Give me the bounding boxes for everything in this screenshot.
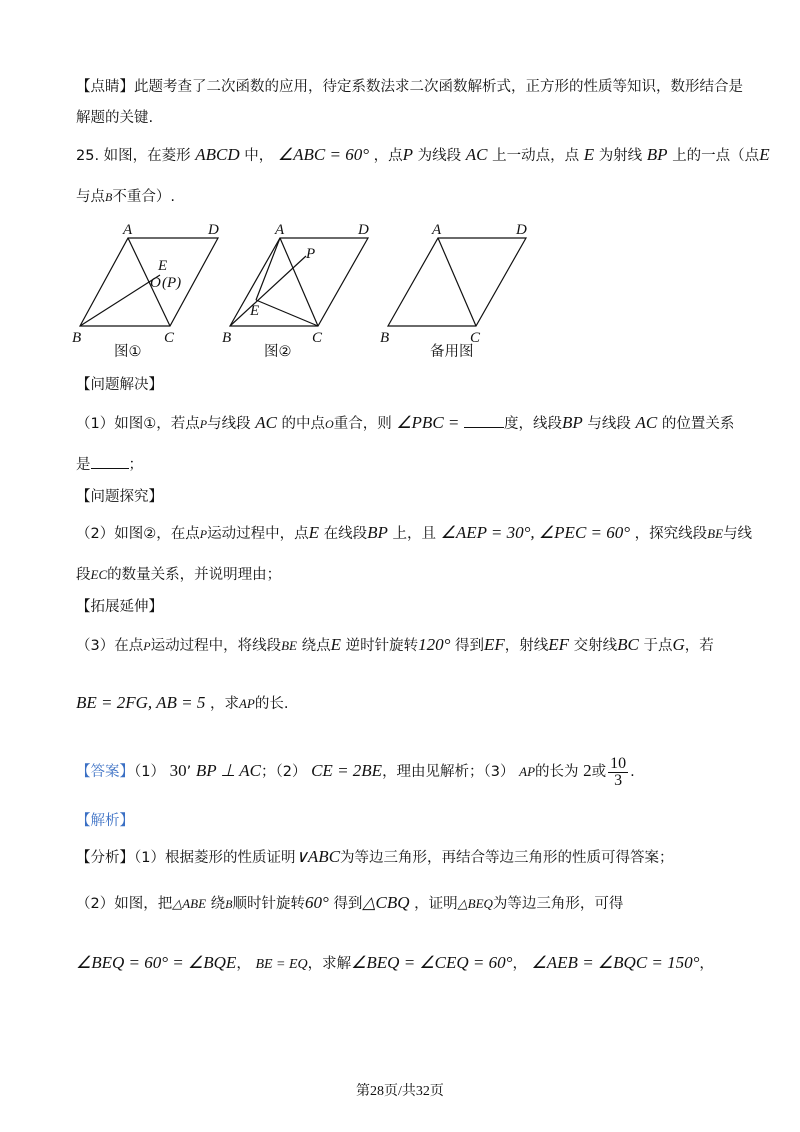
text: 的长为 [535,764,579,780]
text: ， [699,956,714,972]
text: 为线段 [417,148,462,164]
part2-line-2 [76,562,740,588]
label-D: D [208,222,219,238]
text: ，证明 [414,896,458,912]
answer-value-2: BP ⊥ AC [195,761,261,780]
answer-line [76,754,740,789]
label-E: E [158,258,168,274]
part2-line-1 [76,520,753,547]
fraction-denominator: 3 [614,771,623,789]
text: 的位置关系 [661,416,735,432]
text: 中， [244,148,274,164]
fraction-10-3 [608,756,628,789]
question-line-2 [76,184,740,210]
math-P: P [199,417,208,431]
figure-1 [72,222,219,346]
text: 逆时针旋转 [345,638,419,654]
part1-heading: 【问题解决】 [76,377,163,393]
part3-heading: 【拓展延伸】 [76,599,163,615]
text: 绕点 [301,638,331,654]
text: （2） [275,764,307,780]
text: 得到 [333,896,363,912]
analysis-line-3 [76,950,740,978]
label-D: D [358,222,369,238]
label-C: C [312,330,323,346]
math-AP: AP [238,696,255,711]
math-condition: BE = 2FG, AB = 5 [76,693,206,712]
text: 重合，则 [333,416,392,432]
text: 为射线 [598,148,643,164]
text: 与线 [723,526,753,542]
math-triangle-ABE: △ABE [172,896,207,911]
math-E: E [583,145,595,164]
label-A: A [275,222,285,238]
text: 交射线 [573,638,618,654]
text: 与点 [76,189,105,205]
label-B: B [380,330,390,346]
text: ，若 [684,638,714,654]
text: 运动过程中，将线段 [150,638,282,654]
caption-figure-backup: 备用图 [430,344,474,360]
answer-blank-2[interactable] [91,468,129,469]
text: （1）根据菱形的性质证明 [134,850,296,866]
label-E: E [250,303,260,319]
math-BP: BP [646,145,668,164]
math-degree: 60° [305,893,329,912]
math-AC: AC [635,413,658,432]
text: ，探究线段 [634,526,708,542]
math-AC: AC [465,145,488,164]
part1-line-2 [76,452,740,478]
text: 的长. [254,696,289,712]
math-rhombus: ABCD [195,145,240,164]
label-D: D [516,222,527,238]
part2-heading: 【问题探究】 [76,489,163,505]
math-BE: BE [707,526,724,541]
math-EF: EF [484,635,505,654]
label-C: C [164,330,175,346]
math-angle-PBC: ∠PBC = [396,413,460,432]
jiexi-tag: 【解析】 [76,813,134,829]
text: ， [236,956,251,972]
part3-line-1 [76,632,740,659]
math-triangle-ABC: ∨ABC [295,847,341,866]
question-line-1 [76,142,770,169]
text: ，求 [209,696,239,712]
text: . [630,764,635,780]
label-B: B [222,330,232,346]
analysis-tag: 【分析】 [76,850,134,866]
text: 是 [76,457,91,473]
diagonal-AC-3 [438,238,476,326]
page-footer: 第28页/共32页 [356,1084,444,1099]
math-equation: ∠AEB = ∠BQC = 150° [531,953,700,972]
figure-backup [380,222,527,346]
text: （1） [134,764,165,780]
math-B: B [105,190,113,204]
text: 的数量关系，并说明理由； [107,567,282,583]
math-G: G [672,635,685,654]
text: 为等边三角形，再结合等边三角形的性质可得答案； [340,850,674,866]
math-EC: EC [90,567,108,582]
analysis-line-1 [76,844,740,871]
text: （2）如图②，在点 [76,526,200,542]
text: （2）如图，把 [76,896,173,912]
text: 在线段 [323,526,368,542]
text: ， [512,956,527,972]
fraction-numerator: 10 [610,754,627,772]
segment-BP-2 [230,256,306,326]
text: 绕 [210,896,226,912]
text: 为等边三角形，可得 [492,896,624,912]
question-number: 25. 如图，在菱形 [76,148,191,164]
text: 与线段 [207,416,251,432]
text: ，理由见解析；（3） [382,764,515,780]
text: ； [128,457,143,473]
dianjing-line-1 [76,74,743,100]
segment-BE-1 [80,275,160,326]
math-E: E [308,523,319,542]
label-OP: (P) [162,275,182,291]
label-C: C [470,330,481,346]
math-BP: BP [562,413,583,432]
text: 得到 [455,638,484,654]
part1-line-1 [76,410,740,437]
math-triangle-CBQ: △CBQ [362,893,410,912]
label-P: P [306,246,316,262]
text: 不重合）. [112,189,175,205]
math-E: E [330,635,341,654]
text: 度，线段 [504,416,562,432]
answer-blank-1[interactable] [464,427,504,428]
math-AP: AP [519,764,536,779]
dianjing-tag: 【点睛】 [76,79,134,95]
math-BC: BC [617,635,639,654]
text: 上，且 [392,526,436,542]
math-equation: ∠BEQ = 60° = ∠BQE [76,953,237,972]
math-O: O [325,417,334,431]
text: （3）在点 [76,638,144,654]
label-A: A [432,222,442,238]
caption-figure-1: 图① [114,344,142,360]
text: 上一动点，点 [492,148,580,164]
text: 与线段 [587,416,631,432]
text: （1）如图①，若点 [76,416,200,432]
math-equation: ∠BEQ = ∠CEQ = 60° [351,953,513,972]
math-P: P [143,639,151,653]
math-EF: EF [548,635,570,654]
math-E: E [759,145,770,164]
text: 运动过程中，点 [207,526,309,542]
text: 段 [76,567,91,583]
label-O: O [150,275,161,291]
dianjing-text-2: 解题的关键. [76,110,154,126]
text: 或 [591,764,607,780]
math-BE: BE [281,638,297,653]
math-triangle-BEQ: △BEQ [457,896,493,911]
label-B: B [72,330,82,346]
math-B: B [225,897,233,911]
text: ’ [186,764,192,780]
text: 于点 [643,638,673,654]
caption-figure-2: 图② [264,344,292,360]
figure-2 [222,222,369,346]
text: ，点 [373,148,403,164]
text: 的中点 [281,416,326,432]
part3-line-2 [76,690,740,717]
dianjing-text-1: 此题考查了二次函数的应用，待定系数法求二次函数解析式，正方形的性质等知识，数形结合是 [134,79,743,95]
text: ，射线 [504,638,549,654]
answer-value-3: CE = 2BE [311,761,383,780]
math-degree: 120° [418,635,451,654]
math-P: P [402,145,414,164]
math-AC: AC [255,413,277,432]
math-angle: ∠ABC = 60° [277,145,370,164]
answer-tag: 【答案】 [76,764,134,780]
text: ； [261,764,276,780]
text: 上的一点（点 [672,148,760,164]
math-P: P [199,527,208,541]
text: 顺时针旋转 [232,896,306,912]
math-equation: BE = EQ [255,957,308,972]
dianjing-line-2 [76,105,740,131]
text: ，求解 [307,956,352,972]
answer-value-4: 2 [583,761,592,780]
analysis-line-2 [76,890,740,917]
math-BP: BP [367,523,388,542]
math-condition: ∠AEP = 30°, ∠PEC = 60° [440,523,631,542]
label-A: A [123,222,133,238]
answer-value-1: 30 [169,761,187,780]
